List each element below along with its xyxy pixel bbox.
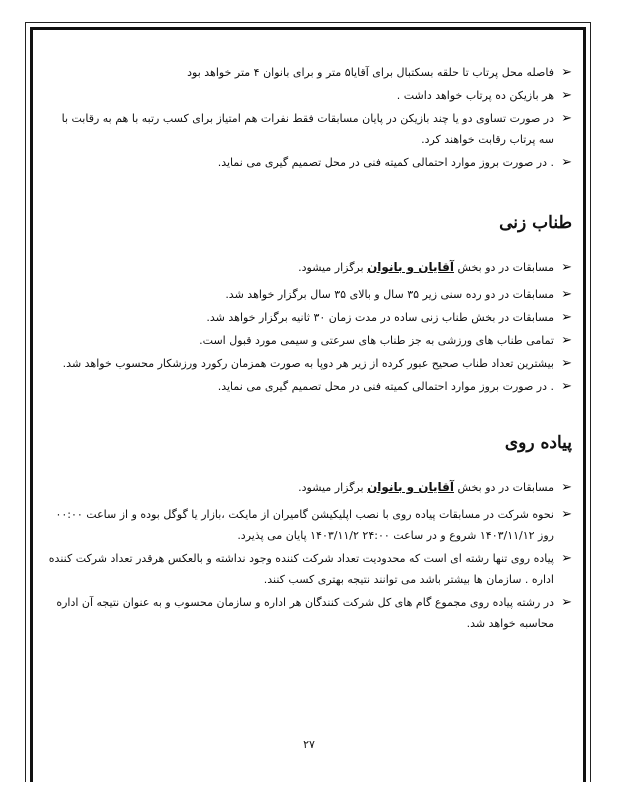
list-item: ➢ مسابقات در دو بخش آقایان و بانوان برگزار میشود. — [44, 257, 572, 278]
list-item: ➢ تمامی طناب های ورزشی به جز طناب های سرعتی و سیمی مورد قبول است. — [44, 330, 572, 351]
list-item: ➢ نحوه شرکت در مسابقات پیاده روی با نصب اپلیکیشن گامیران از مایکت ،بازار یا گوگل بوده و از ساعت ۰۰:۰۰ روز ۱۴۰۳/۱۱/۱۲ شروع و در ساعت ۲۴:۰۰ ۱۴۰۳/۱۱/۲ پایان می پذیرد. — [44, 504, 572, 546]
arrow-bullet-icon: ➢ — [561, 111, 572, 126]
section-heading-walking: پیاده روی — [504, 433, 572, 453]
arrow-bullet-icon: ➢ — [561, 507, 572, 522]
list-item: ➢ . در صورت بروز موارد احتمالی کمیته فنی در محل تصمیم گیری می نماید. — [44, 376, 572, 397]
document-body — [44, 62, 572, 634]
list-item: ➢ مسابقات در دو رده سنی زیر ۳۵ سال و بالای ۳۵ سال برگزار خواهد شد. — [44, 284, 572, 305]
list-item: ➢ در صورت تساوی دو یا چند بازیکن در پایان مسابقات فقط نفرات هم امتیاز برای کسب رتبه با هم به رقابت با سه پرتاب رقابت خواهند کرد. — [44, 108, 572, 150]
list-item: ➢ . در صورت بروز موارد احتمالی کمیته فنی در محل تصمیم گیری می نماید. — [44, 152, 572, 173]
emphasis-text: آقایان و بانوان — [367, 260, 455, 274]
arrow-bullet-icon: ➢ — [561, 260, 572, 275]
arrow-bullet-icon: ➢ — [561, 551, 572, 566]
arrow-bullet-icon: ➢ — [561, 65, 572, 80]
list-item: ➢ فاصله محل پرتاب تا حلقه بسکتبال برای آقایا۵ متر و برای بانوان ۴ متر خواهد بود — [44, 62, 572, 83]
arrow-bullet-icon: ➢ — [561, 480, 572, 495]
section-heading-rope: طناب زنی — [499, 213, 572, 233]
arrow-bullet-icon: ➢ — [561, 595, 572, 610]
list-item: ➢ مسابقات در دو بخش آقایان و بانوان برگزار میشود. — [44, 477, 572, 498]
arrow-bullet-icon: ➢ — [561, 356, 572, 371]
list-item: ➢ هر بازیکن ده پرتاب خواهد داشت . — [44, 85, 572, 106]
arrow-bullet-icon: ➢ — [561, 333, 572, 348]
page-number: ۲۷ — [303, 738, 315, 751]
arrow-bullet-icon: ➢ — [561, 379, 572, 394]
emphasis-text: آقایان و بانوان — [367, 480, 455, 494]
list-item: ➢ پیاده روی تنها رشته ای است که محدودیت تعداد شرکت کننده وجود نداشته و بالعکس هرقدر تعداد شرکت کننده اداره . سازمان ها بیشتر باشد می توانند نتیجه بهتری کسب کنند. — [44, 548, 572, 590]
arrow-bullet-icon: ➢ — [561, 287, 572, 302]
arrow-bullet-icon: ➢ — [561, 155, 572, 170]
list-item: ➢ بیشترین تعداد طناب صحیح عبور کرده از زیر هر دوپا به صورت همزمان رکورد ورزشکار محسوب خواهد شد. — [44, 353, 572, 374]
list-item: ➢ در رشته پیاده روی مجموع گام های کل شرکت کنندگان هر اداره و سازمان محسوب و به عنوان نتیجه آن اداره محاسبه خواهد شد. — [44, 592, 572, 634]
list-item: ➢ مسابقات در بخش طناب زنی ساده در مدت زمان ۳۰ ثانیه برگزار خواهد شد. — [44, 307, 572, 328]
arrow-bullet-icon: ➢ — [561, 310, 572, 325]
arrow-bullet-icon: ➢ — [561, 88, 572, 103]
